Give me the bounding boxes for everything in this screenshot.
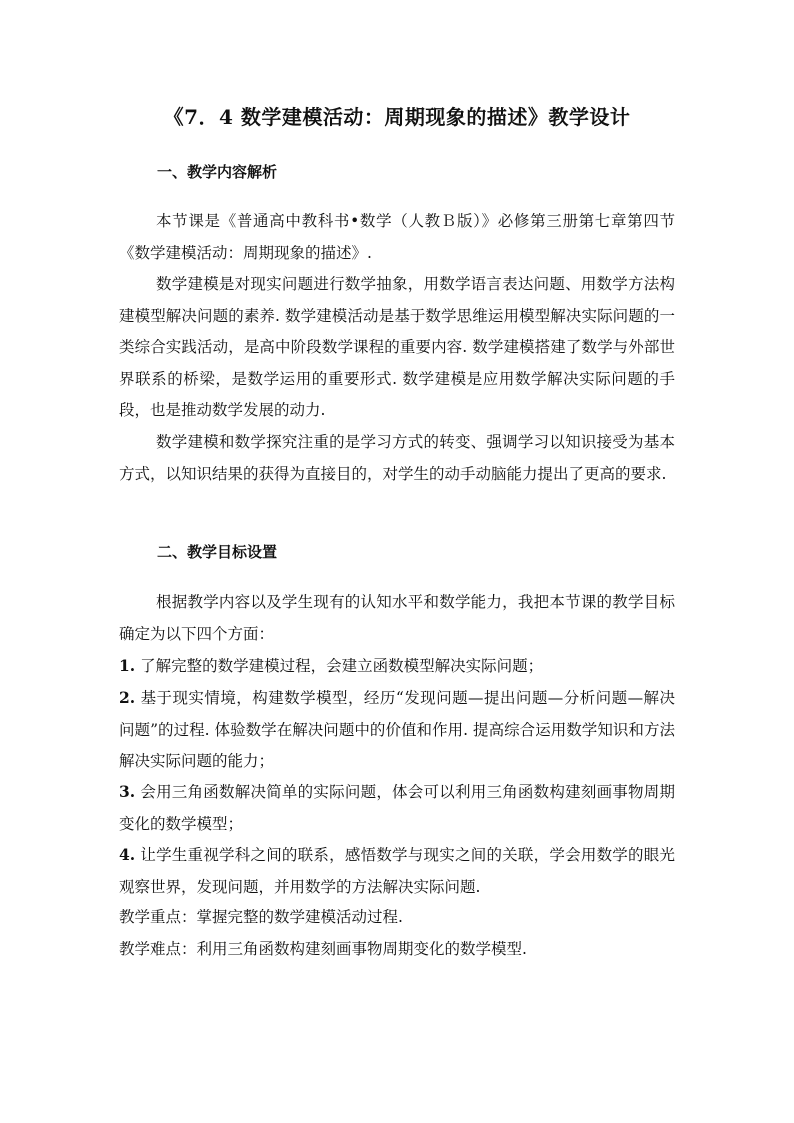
section-heading-content-analysis: 一、教学内容解析: [157, 163, 278, 181]
goal-text: 了解完整的数学建模过程，会建立函数模型解决实际问题；: [135, 657, 544, 675]
goal-text: 会用三角函数解决简单的实际问题，体会可以利用三角函数构建刻画事物周期变化的数学模型；: [119, 783, 675, 833]
goal-item-2: [119, 682, 675, 778]
paragraph-goals-intro: 根据教学内容以及学生现有的认知水平和数学能力，我把本节课的教学目标确定为以下四个方面：: [119, 593, 675, 643]
goal-item-1: [119, 650, 675, 683]
document-title: 《7．4 数学建模活动：周期现象的描述》教学设计: [163, 105, 631, 129]
goal-text: 基于现实情境，构建数学模型，经历“发现问题—提出问题—分析问题—解决问题”的过程. 体验数学在解决问题中的价值和作用. 提高综合运用数学知识和方法解决实际问题的能力；: [119, 689, 675, 770]
paragraph-modeling-definition: 数学建模是对现实问题进行数学抽象，用数学语言表达问题、用数学方法构建模型解决问题的素养. 数学建模活动是基于数学思维运用模型解决实际问题的一类综合实践活动，是高中阶段数学课程的重要内容. 数学建模搭建了数学与外部世界联系的桥梁，是数学运用的重要形式. 数学建模是应用数学解决实际问题的手段，也是推动数学发展的动力.: [119, 275, 675, 419]
goal-item-3: [119, 776, 675, 840]
paragraph-learning-approach: 数学建模和数学探究注重的是学习方式的转变、强调学习以知识接受为基本方式，以知识结果的获得为直接目的，对学生的动手动脑能力提出了更高的要求.: [119, 433, 675, 483]
goal-number: 2.: [119, 688, 136, 707]
section-heading-teaching-goals: 二、教学目标设置: [157, 543, 278, 561]
goal-number: 3.: [119, 782, 136, 801]
goal-text: 让学生重视学科之间的联系，感悟数学与现实之间的关联，学会用数学的眼光观察世界，发现问题，并用数学的方法解决实际问题.: [119, 846, 675, 896]
goal-number: 1.: [119, 656, 136, 675]
goal-item-4: [119, 839, 675, 903]
goal-number: 4.: [119, 845, 136, 864]
paragraph-course-intro: 本节课是《普通高中教科书•数学（人教Ｂ版）》必修第三册第七章第四节《数学建模活动：周期现象的描述》.: [119, 212, 675, 262]
teaching-difficult-point: 教学难点：利用三角函数构建刻画事物周期变化的数学模型.: [119, 940, 527, 958]
teaching-key-point: 教学重点：掌握完整的数学建模活动过程.: [119, 908, 403, 926]
